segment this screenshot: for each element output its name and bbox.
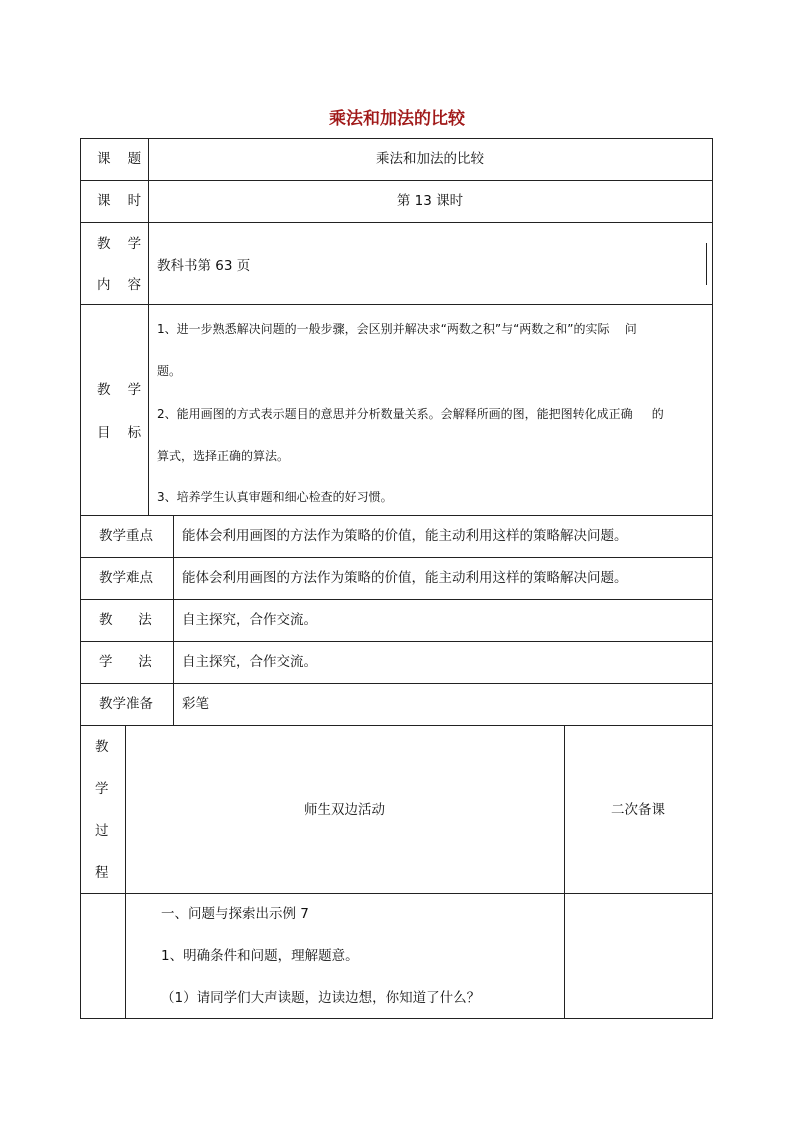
process-line: （1）请同学们大声读题，边读边想，你知道了什么？	[161, 990, 481, 1006]
table-rule	[80, 893, 713, 894]
notes-header: 二次备课	[611, 802, 665, 818]
document-title: 乘法和加法的比较	[329, 109, 465, 129]
table-rule	[80, 1018, 713, 1019]
process-label-char: 过	[95, 823, 109, 839]
content-label-line2: 内 容	[97, 277, 142, 293]
period-label: 课 时	[97, 193, 142, 209]
objective-line: 3、培养学生认真审题和细心检查的好习惯。	[157, 490, 393, 504]
table-rule	[80, 222, 713, 223]
topic-label: 课 题	[97, 151, 142, 167]
cursor-bar	[706, 243, 707, 285]
learning-method-value: 自主探究，合作交流。	[182, 654, 317, 670]
table-rule	[80, 725, 713, 726]
table-rule	[80, 138, 713, 139]
preparation-value: 彩笔	[182, 696, 209, 712]
objective-line: 2、能用画图的方式表示题目的意思并分析数量关系。会解释所画的图，能把图转化成正确 的	[157, 407, 664, 421]
table-rule	[80, 599, 713, 600]
table-rule	[173, 515, 174, 725]
objectives-label-line2: 目 标	[97, 425, 142, 441]
activity-header: 师生双边活动	[304, 802, 385, 818]
objective-line: 算式，选择正确的算法。	[157, 449, 290, 463]
content-value: 教科书第 63 页	[157, 258, 251, 274]
objective-line: 题。	[157, 364, 182, 378]
process-label-char: 学	[95, 781, 109, 797]
process-line: 1、明确条件和问题，理解题意。	[161, 948, 359, 964]
difficulty-label: 教学难点	[99, 570, 153, 586]
content-label-line1: 教 学	[97, 236, 142, 252]
process-line: 一、问题与探索出示例 7	[161, 906, 309, 922]
key-point-label: 教学重点	[99, 528, 153, 544]
preparation-label: 教学准备	[99, 696, 153, 712]
teaching-method-label: 教 法	[99, 612, 152, 628]
table-rule	[80, 515, 713, 516]
topic-value: 乘法和加法的比较	[376, 151, 484, 167]
period-value: 第 13 课时	[396, 193, 464, 209]
learning-method-label: 学 法	[99, 654, 152, 670]
process-label-char: 程	[95, 865, 109, 881]
table-rule	[712, 138, 713, 1019]
difficulty-value: 能体会利用画图的方法作为策略的价值，能主动利用这样的策略解决问题。	[182, 570, 628, 586]
table-rule	[80, 138, 81, 1019]
objective-line: 1、进一步熟悉解决问题的一般步骤，会区别并解决求“两数之积”与“两数之和”的实际 问	[157, 322, 637, 336]
table-rule	[125, 725, 126, 1018]
teaching-method-value: 自主探究，合作交流。	[182, 612, 317, 628]
table-rule	[80, 641, 713, 642]
process-label-char: 教	[95, 739, 109, 755]
table-rule	[564, 725, 565, 1018]
table-rule	[80, 304, 713, 305]
objectives-label-line1: 教 学	[97, 382, 142, 398]
key-point-value: 能体会利用画图的方法作为策略的价值，能主动利用这样的策略解决问题。	[182, 528, 628, 544]
table-rule	[80, 683, 713, 684]
table-rule	[80, 180, 713, 181]
table-rule	[80, 557, 713, 558]
